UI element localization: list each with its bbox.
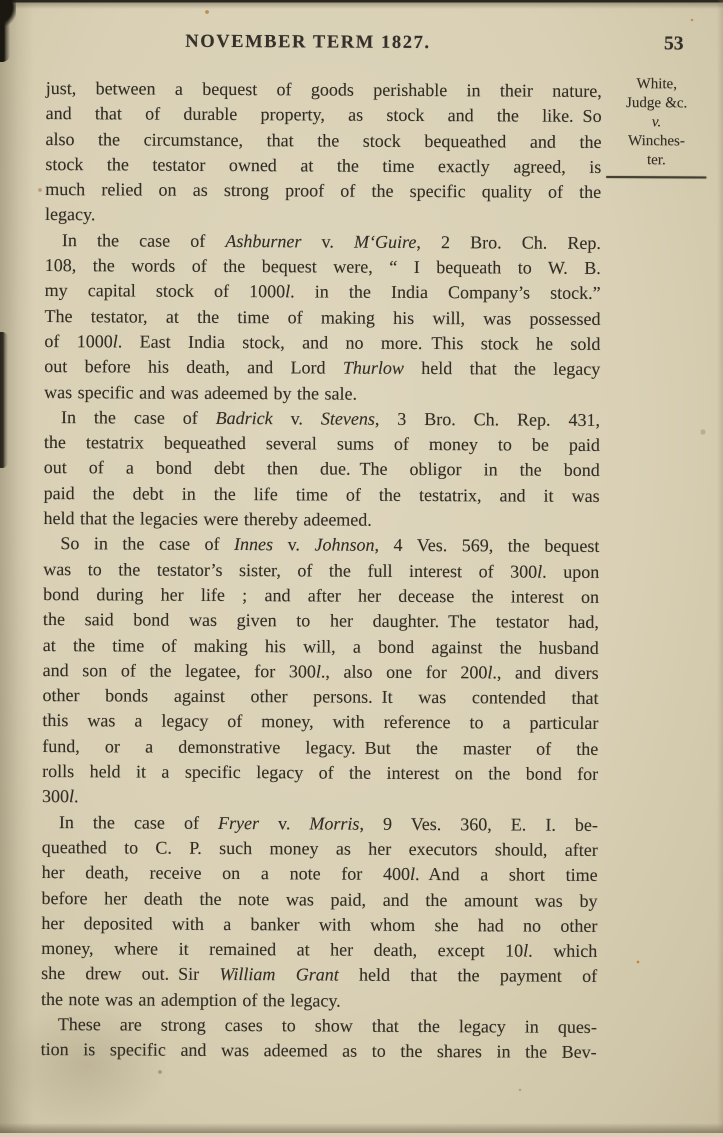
text-line: rolls held it a specific legacy of the interest on the bond for [42,761,599,784]
text-line: she drew out. Sir William Grant held that the payment of [41,963,598,987]
text-line: In the case of Ashburner v. M‘Guire, 2 Bro. Ch. Rep. [61,229,601,253]
text-line: her death, receive on a note for 400l. And a short time [41,862,598,886]
text-line: In the case of Badrick v. Stevens, 3 Bro. Ch. Rep. 431, [60,406,601,430]
text-line: her deposited with a banker with whom she had no other [41,912,598,936]
text-line: at the time of making his will, a bond against the husband [42,634,599,658]
text-line: bond during her life ; and after her decease the interest on [43,583,600,607]
body-text-column [41,76,602,1065]
margin-note-line: Winches- [627,133,685,150]
paragraph [41,1012,597,1066]
text-line: my capital stock of 1000l. in the India Company’s stock.” [44,280,601,304]
text-line: and son of the legatee, for 300l., also one for 200l., and divers [42,659,599,683]
text-line: out of a bond debt then due. The obligor in the bond [43,457,600,481]
text-line: the note was an ademption of the legacy. [40,988,341,1011]
paragraph [41,810,598,1015]
text-line: was to the testator’s sister, of the full interest of 300l. upon [43,558,600,582]
scan-edge-right [717,0,723,1133]
text-line: before her death the note was paid, and the amount was by [41,887,598,911]
scan-edge-top [0,0,723,10]
scan-edge-left-mid [0,332,8,468]
text-line: These are strong cases to show that the legacy in ques- [57,1014,597,1037]
paragraph [42,531,599,812]
scan-corner-mark [0,0,16,26]
margin-note-line: Judge &c. [625,95,688,112]
text-line: just, between a bequest of goods perishable in their nature, [45,78,602,101]
text-line: 108, the words of the bequest were, “ I bequeath to W. B. [44,255,601,279]
text-line: held that the legacies were thereby adeemed. [43,508,372,530]
text-line: The testator, at the time of making his will, was possessed [44,305,601,329]
scan-edge-bottom [0,1123,723,1133]
text-line: legacy. [45,204,96,225]
book-gutter-shadow [0,0,34,1133]
margin-note-line: v. [651,114,662,131]
text-line: paid the debt in the life time of the testatrix, and it was [43,482,600,506]
text-line: stock the testator owned at the time exactly agreed, is [45,153,602,177]
text-line: was specific and was adeemed by the sale. [44,381,358,404]
text-line: In the case of Fryer v. Morris, 9 Ves. 360, E. I. be- [58,811,598,835]
margin-note-lines [599,75,713,171]
text-line: this was a legacy of money, with reference to a particular [42,710,599,734]
margin-note-line: ter. [646,152,666,169]
text-line: tion is specific and was adeemed as to the shares in the Bev- [40,1039,597,1063]
text-line: and that of durable property, as stock and the like. So [45,103,602,127]
text-line: 300l. [41,786,79,807]
text-line: So in the case of Innes v. Johnson, 4 Ves. 569, the bequest [60,533,600,557]
paragraph [44,228,601,408]
margin-note-line: White, [636,76,678,93]
paragraph [43,405,600,534]
text-line: of 1000l. East India stock, and no more. This stock he sold [44,330,601,354]
running-head-title: NOVEMBER TERM 1827. [185,31,431,54]
text-line: out before his death, and Lord Thurlow held that the legacy [44,356,601,380]
text-line: also the circumstance, that the stock bequeathed and the [45,128,602,152]
text-line: the said bond was given to her daughter. The testator had, [42,609,600,633]
text-line: other bonds against other persons. It was contended that [42,685,599,709]
text-line: the testatrix bequeathed several sums of money to be paid [43,432,600,456]
text-line: queathed to C. P. such money as her executors should, after [41,836,598,860]
text-line: money, where it remained at her death, except 10l. which [41,938,598,962]
page-number: 53 [663,33,684,55]
paragraph [45,76,602,231]
text-line: fund, or a demonstrative legacy. But the master of the [42,735,599,759]
margin-case-note [599,75,714,179]
text-line: much relied on as strong proof of the specific quality of the [45,179,602,203]
margin-note-rule [606,176,706,179]
